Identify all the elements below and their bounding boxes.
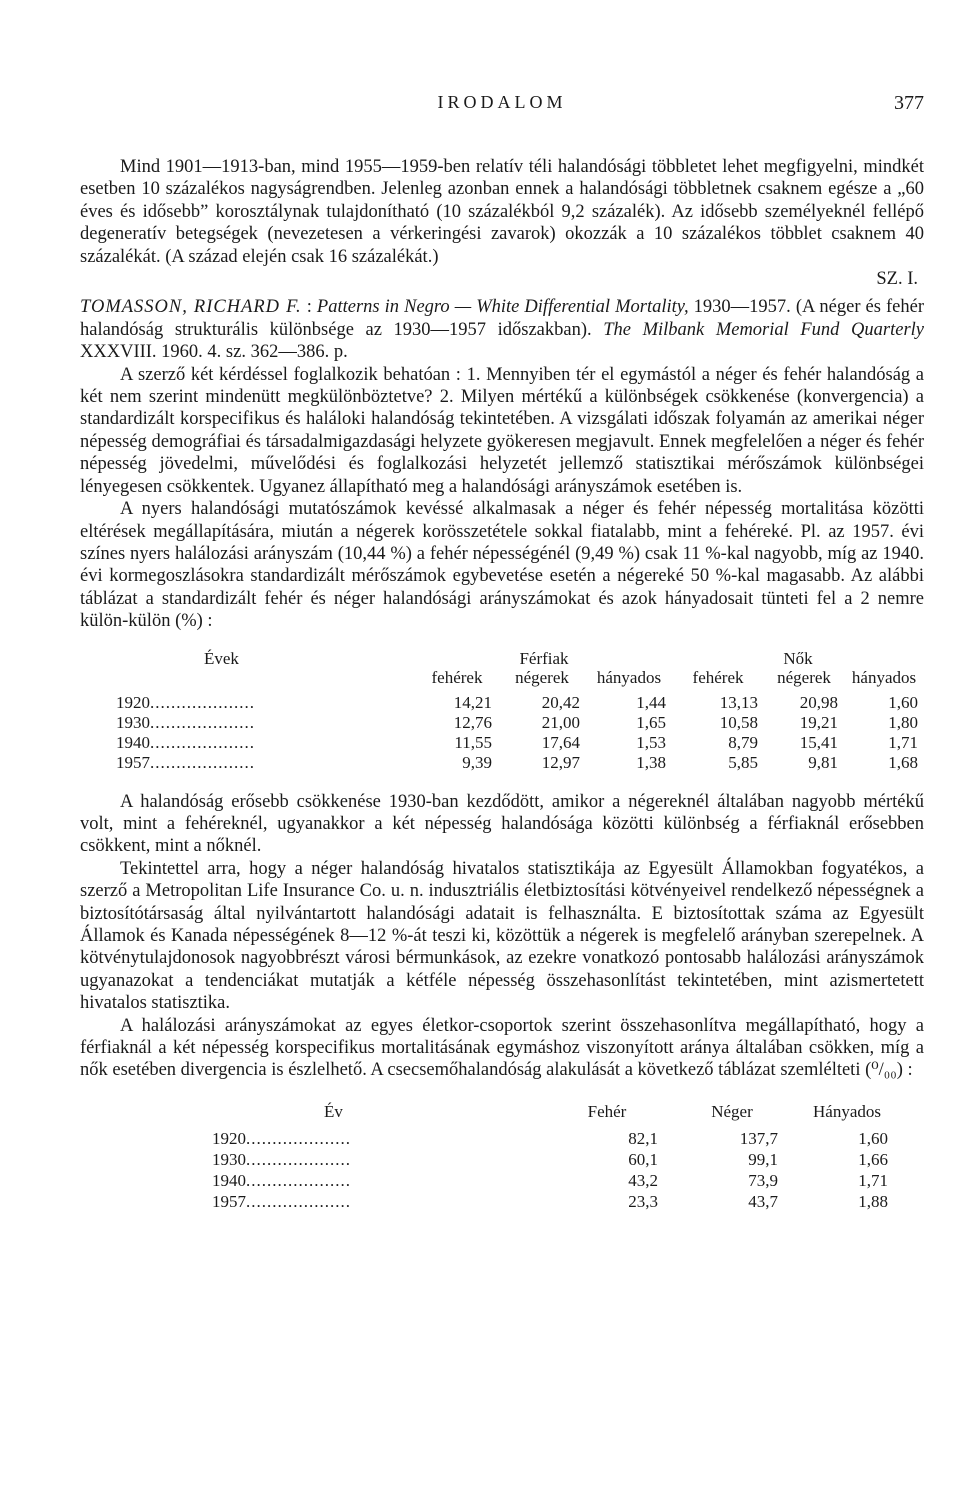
reference-citation: XXXVIII. 1960. 4. sz. 362—386. p.: [80, 342, 348, 363]
table-row-label: [116, 753, 416, 773]
table-cell: 15,41: [799, 732, 839, 752]
table-cell: 1,68: [888, 752, 919, 772]
table-row-label: [116, 713, 416, 733]
table-row-label: [212, 1191, 542, 1212]
table-cell: 1,80: [888, 712, 919, 732]
table-row: [116, 733, 924, 753]
year-label: 1920: [116, 692, 150, 712]
table-cell: 1,71: [858, 1170, 888, 1190]
paragraph-crude-rates: A nyers halandósági mutatószámok kevéssé alkalmasak a néger és fehér népesség mortalitása közötti eltérések megállapítására, miután a négerek korösszetétele sokkal fiatalabb, mint a fehéreké. Pl. az 1957. évi színes nyers halálozási arányszám (10,44 %) a fehér népességénél (9,49 %) csak 11 %-kal nagyobb, míg az 1940. évi kormegoszlásokra standardizált mérőszámok egybevetése esetén a négereké 50 %-kal magasabb. Az alábbi táblázat a standardizált fehér és néger halandósági arányszámokat és azok hányadosait tünteti fel a 2 nemre külön-külön (%) :: [80, 499, 924, 632]
dot-leader: ....................: [150, 712, 255, 732]
table-cell: 1,44: [636, 692, 667, 712]
table-cell: 13,13: [719, 692, 759, 712]
table-cell: 5,85: [728, 752, 759, 772]
paragraph-questions: A szerző két kérdéssel foglalkozik behatóan : 1. Mennyiben tér el egymástól a néger és fehér halandóság a két nem szerint mindenütt megkülönböztetve? 2. Milyen mértékű a különbségek csökkenése (konvergencia) a standardizált korspecifikus és haláloki halandóság tekintetében. A vizsgálati időszak folyamán az amerikai néger népesség demográfiai és társadalmigazdasági helyzete gyökeresen megjavult. Ennek megfelelően a néger és fehér népesség jövedelmi, művelődési és foglalkozási helyzetét jellemző statisztikai mérőszámok különbségei lényegesen csökkentek. Ugyanez állapítható meg a halandósági arányszámok esetében is.: [80, 364, 924, 497]
table-cell: 21,00: [541, 712, 580, 732]
dot-leader: ....................: [150, 692, 255, 712]
table-cell: 9,39: [462, 752, 492, 772]
dot-leader: ....................: [246, 1191, 351, 1211]
table-row: [212, 1128, 902, 1149]
table-cell: 10,58: [719, 712, 759, 732]
year-label: 1930: [212, 1149, 246, 1169]
table-cell: 20,98: [799, 692, 839, 712]
reviewer-signature: SZ. I.: [876, 269, 918, 290]
dot-leader: ....................: [246, 1149, 351, 1169]
table-cell: 73,9: [748, 1170, 778, 1190]
table1-subheader: négerek: [777, 667, 831, 687]
table-row-label: [212, 1149, 542, 1170]
table-cell: 1,71: [888, 732, 919, 752]
reference-separator: :: [301, 297, 317, 318]
table-cell: 1,88: [858, 1191, 888, 1211]
reference-author: TOMASSON, RICHARD F.: [80, 297, 302, 318]
table-cell: 1,65: [636, 712, 667, 732]
paragraph-age-groups: A halálozási arányszámokat az egyes életkor-csoportok szerint összehasonlítva megállapítható, hogy a férfiaknál a két népesség korspecifikus mortalitásának egymáshoz viszonyított aránya általában csökken, míg a nők esetében divergencia is észlelhető. A csecsemőhalandóság alakulását a következő táblázat szemlélteti (⁰/₀₀) :: [80, 1015, 924, 1081]
table-cell: 17,64: [541, 732, 580, 752]
table-row: [116, 693, 924, 713]
dot-leader: ....................: [150, 752, 255, 772]
page-number: 377: [894, 92, 924, 114]
running-head: [80, 92, 924, 120]
mortality-table: [116, 649, 924, 773]
table-cell: 60,1: [628, 1149, 658, 1169]
bibliographic-reference: [80, 296, 924, 363]
table2-header: Fehér: [587, 1101, 627, 1121]
paragraph-winter-mortality: Mind 1901—1913-ban, mind 1955—1959-ben relatív téli halandósági többletet lehet megfigyelni, mindkét esetben 10 százalékos nagyságrendben. Jelenleg azonban ennek a halandósági többletnek csaknem egésze a „60 éves és idősebb” korosztálynak tulajdonítható (10 százalékból 9,2 százalék). Az idősebb személyeknél fellépő degeneratív betegségek (nevezetesen a vérkeringési zavarok) okozzák a 10 százalékos többlet csaknem 40 százalékát. (A század elején csak 16 százalékát.): [80, 157, 924, 267]
table-row: [116, 713, 924, 733]
table-cell: 8,79: [728, 732, 759, 752]
table1-subheader: fehérek: [431, 667, 483, 687]
table-row: [116, 753, 924, 773]
year-label: 1940: [212, 1170, 246, 1190]
table1-year-header: Évek: [204, 648, 239, 668]
table1-subheader: hányados: [851, 667, 917, 687]
reference-journal: The Milbank Memorial Fund Quarterly: [603, 319, 924, 340]
table-cell: 99,1: [748, 1149, 778, 1169]
table1-subheader: fehérek: [692, 667, 744, 687]
year-label: 1940: [116, 732, 150, 752]
running-title: IRODALOM: [437, 92, 567, 112]
table-cell: 20,42: [541, 692, 580, 712]
table-row-label: [212, 1170, 542, 1191]
table-cell: 1,60: [858, 1128, 888, 1148]
table-cell: 43,2: [628, 1170, 658, 1190]
table-cell: 82,1: [628, 1128, 658, 1148]
page-body: [80, 156, 924, 1212]
table2-header: Néger: [711, 1101, 753, 1121]
paragraph-insurance-data: Tekintettel arra, hogy a néger halandóság hivatalos statisztikája az Egyesült Államokban fogyatékos, a szerző a Metropolitan Life Insurance Co. u. n. indusztriális életbiztosítási kötvényeivel rendelkező népességnek a biztosítótársaság által nyilvántartott halandósági adatait is felhasználta. E biztosítottak száma az Egyesült Államok és Kanada népességének 8—12 %-át teszi ki, közöttük a négerek is megfelelő arányban szerepelnek. A kötvénytulajdonosok nagyobbrészt városi bérmunkások, az ezekre vonatkozó pontosabb halálozási arányszámok ugyanazokat a tendenciákat mutatják a kétféle népesség összehasonlítást tekintetében, mint azismertetett hivatalos statisztika.: [80, 858, 924, 1014]
year-label: 1920: [212, 1128, 246, 1148]
paragraph-decline: A halandóság erősebb csökkenése 1930-ban kezdődött, amikor a négereknél általában nagyobb mértékű volt, mint a fehéreknél, ugyanakkor a két népesség halandósága közötti különbség a férfiaknál erősebben csökkent, mint a nőknél.: [80, 791, 924, 857]
table-cell: 12,76: [453, 712, 492, 732]
table-cell: 1,60: [888, 692, 919, 712]
table-row-label: [212, 1128, 542, 1149]
dot-leader: ....................: [150, 732, 255, 752]
reference-title: Patterns in Negro — White Differential Mortality,: [316, 297, 689, 318]
table-row-label: [116, 733, 416, 753]
table1-group-women: Nők: [783, 648, 813, 668]
year-label: 1957: [212, 1191, 246, 1211]
table-row: [212, 1170, 902, 1191]
dot-leader: ....................: [246, 1128, 351, 1148]
table-cell: 1,66: [858, 1149, 888, 1169]
table-cell: 23,3: [628, 1191, 658, 1211]
table-cell: 14,21: [453, 692, 492, 712]
table-row: [212, 1149, 902, 1170]
table-cell: 137,7: [739, 1128, 778, 1148]
table-cell: 1,38: [636, 752, 667, 772]
table1-group-men: Férfiak: [519, 648, 569, 668]
table-cell: 9,81: [808, 752, 839, 772]
year-label: 1930: [116, 712, 150, 732]
table2-header: Év: [324, 1101, 343, 1121]
table-row-label: [116, 693, 416, 713]
table2-header: Hányados: [813, 1101, 881, 1121]
year-label: 1957: [116, 752, 150, 772]
table-cell: 11,55: [454, 732, 492, 752]
table-row: [212, 1191, 902, 1212]
table-cell: 12,97: [541, 752, 580, 772]
reference-details: 1930—1957. (A néger és fehér halandóság strukturális különbsége az 1930—1957 időszakban).: [80, 297, 925, 340]
table1-subheader: hányados: [596, 667, 662, 687]
table-cell: 19,21: [799, 712, 839, 732]
table1-subheader: négerek: [515, 667, 569, 687]
dot-leader: ....................: [246, 1170, 351, 1190]
table-cell: 43,7: [748, 1191, 778, 1211]
table-cell: 1,53: [636, 732, 667, 752]
infant-mortality-table: [212, 1096, 902, 1212]
